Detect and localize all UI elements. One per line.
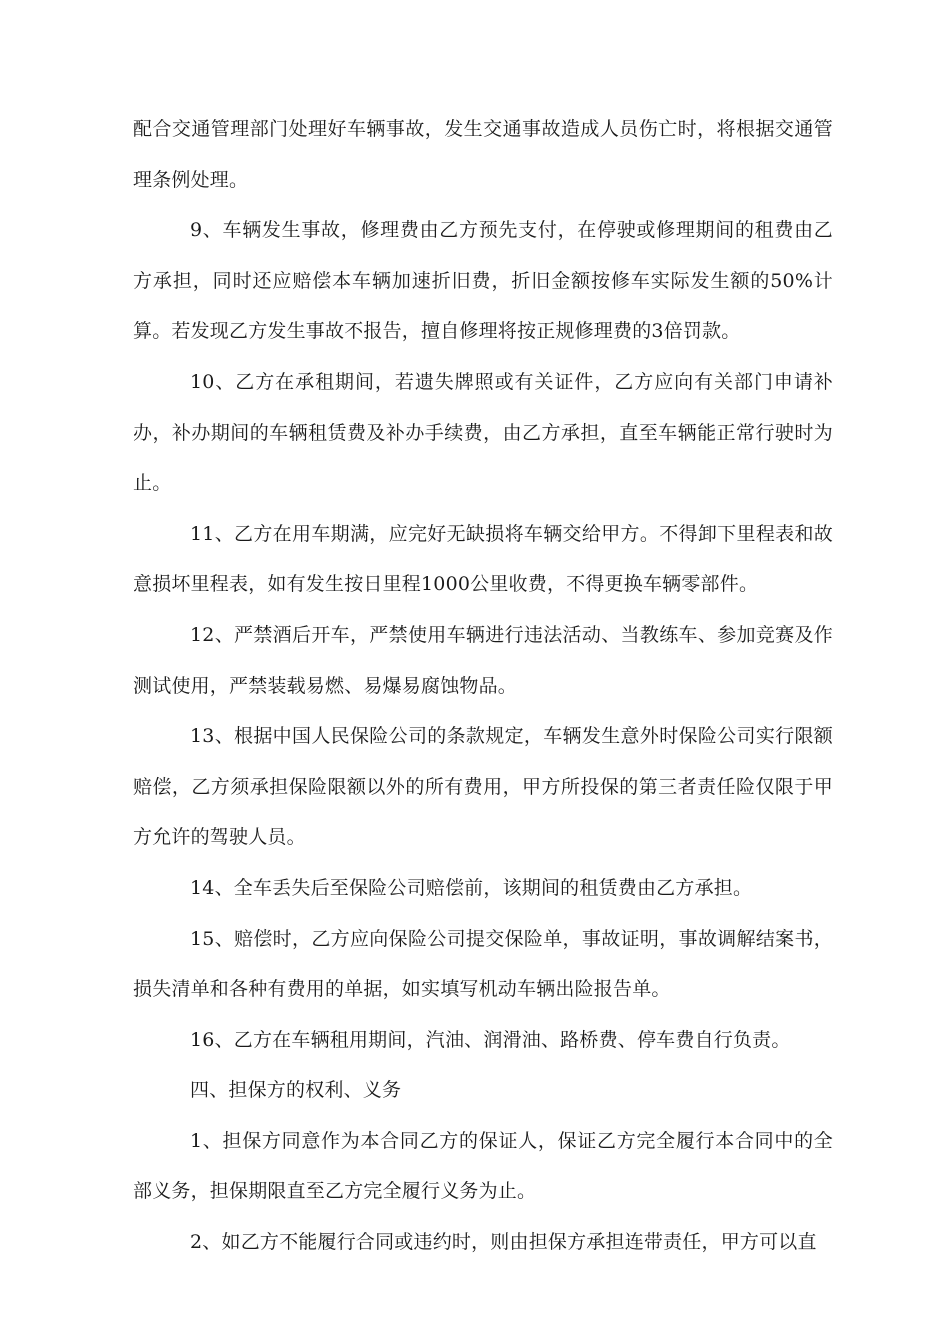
clause-12-prohibited-use: 12、严禁酒后开车，严禁使用车辆进行违法活动、当教练车、参加竞赛及作测试使用，严禁装载易燃、易爆易腐蚀物品。 xyxy=(133,623,833,697)
clause-10-lost-license: 10、乙方在承租期间，若遗失牌照或有关证件，乙方应向有关部门申请补办，补办期间的车辆租赁费及补办手续费，由乙方承担，直至车辆能正常行驶时为止。 xyxy=(133,370,833,495)
document-body xyxy=(133,104,833,1268)
paragraph-traffic-accident-continuation: 配合交通管理部门处理好车辆事故，发生交通事故造成人员伤亡时，将根据交通管理条例处理。 xyxy=(133,118,833,191)
guarantor-clause-1: 1、担保方同意作为本合同乙方的保证人，保证乙方完全履行本合同中的全部义务，担保期限直至乙方完全履行义务为止。 xyxy=(133,1129,833,1203)
clause-9-accident-repair: 9、车辆发生事故，修理费由乙方预先支付，在停驶或修理期间的租费由乙方承担，同时还应赔偿本车辆加速折旧费，折旧金额按修车实际发生额的50%计算。若发现乙方发生事故不报告，擅自修理将按正规修理费的3倍罚款。 xyxy=(133,219,833,343)
section-heading-guarantor: 四、担保方的权利、义务 xyxy=(190,1079,402,1102)
clause-15-claim-documents: 15、赔偿时，乙方应向保险公司提交保险单，事故证明，事故调解结案书，损失清单和各种有费用的单据，如实填写机动车辆出险报告单。 xyxy=(133,927,833,1001)
clause-14-vehicle-loss: 14、全车丢失后至保险公司赔偿前，该期间的租赁费由乙方承担。 xyxy=(190,876,753,899)
clause-11-odometer: 11、乙方在用车期满，应完好无缺损将车辆交给甲方。不得卸下里程表和故意损坏里程表，如有发生按日里程1000公里收费，不得更换车辆零部件。 xyxy=(133,522,833,596)
clause-16-running-costs: 16、乙方在车辆租用期间，汽油、润滑油、路桥费、停车费自行负责。 xyxy=(190,1028,791,1051)
guarantor-clause-2: 2、如乙方不能履行合同或违约时，则由担保方承担连带责任，甲方可以直 xyxy=(190,1231,817,1254)
clause-13-insurance: 13、根据中国人民保险公司的条款规定，车辆发生意外时保险公司实行限额赔偿，乙方须承担保险限额以外的所有费用，甲方所投保的第三者责任险仅限于甲方允许的驾驶人员。 xyxy=(133,725,833,849)
